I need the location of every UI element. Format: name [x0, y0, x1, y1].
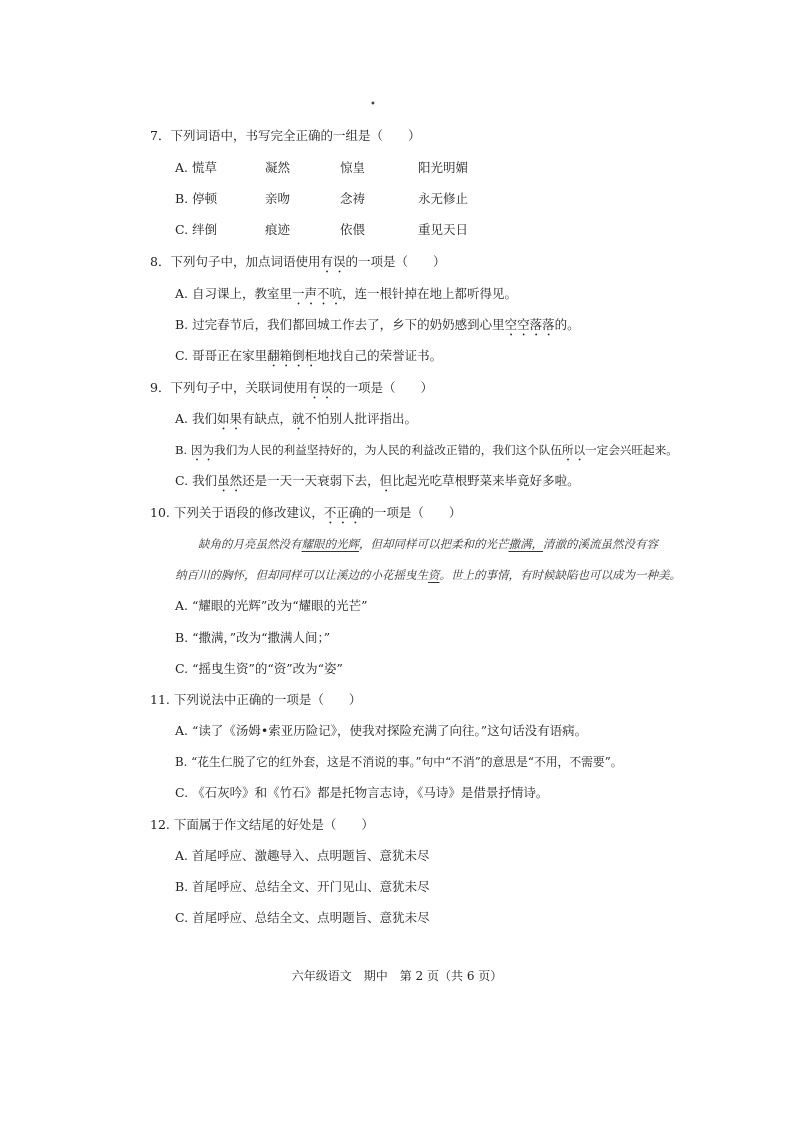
question-12-stem: 12. 下面属于作文结尾的好处是（ ） — [150, 817, 374, 832]
question-11-stem: 11. 下列说法中正确的一项是（ ） — [150, 692, 362, 707]
q12-option-b: B. 首尾呼应、总结全文、开门见山、意犹未尽 — [175, 879, 430, 894]
q7-option-a-word3: 惊皇 — [340, 160, 366, 175]
question-7-stem: 7．下列词语中，书写完全正确的一组是（ ） — [150, 128, 421, 143]
q11-option-b: B. “花生仁脱了它的红外套，这是不消说的事。”句中“不消”的意思是“不用，不需要”。 — [175, 755, 623, 769]
q7-option-c-word1: C. 绊倒 — [175, 222, 218, 237]
q12-option-c: C. 首尾呼应、总结全文、点明题旨、意犹未尽 — [175, 910, 430, 925]
question-9-stem: 9．下列句子中，关联词使用有误的一项是（ ） — [150, 380, 433, 395]
q10-passage-line-1: 缺角的月亮虽然没有耀眼的光辉，但却同样可以把柔和的光芒撒满，清澈的溪流虽然没有容 — [198, 537, 658, 551]
q7-option-c-word4: 重见天日 — [418, 222, 469, 237]
q11-option-a: A. “读了《汤姆•索亚历险记》，使我对探险充满了向往。”这句话没有语病。 — [175, 723, 588, 738]
q11-option-c: C. 《石灰吟》和《竹石》都是托物言志诗，《马诗》是借景抒情诗。 — [175, 785, 549, 800]
q8-option-c: C. 哥哥正在家里翻箱倒柜地找自己的荣誉证书。 — [175, 348, 443, 363]
q7-option-a-word1: A. 慌草 — [175, 160, 217, 175]
question-10-stem: 10. 下列关于语段的修改建议，不正确的一项是（ ） — [150, 505, 462, 520]
q10-option-a: A. “耀眼的光辉”改为“耀眼的光芒” — [175, 598, 368, 613]
q7-option-b-word1: B. 停顿 — [175, 191, 218, 206]
q8-option-b: B. 过完春节后，我们都回城工作去了，乡下的奶奶感到心里空空落落的。 — [175, 317, 580, 332]
q7-option-b-word3: 念祷 — [340, 191, 366, 206]
q8-option-a: A. 自习课上，教室里一声不吭，连一根针掉在地上都听得见。 — [175, 286, 518, 301]
q7-option-b-word4: 永无修止 — [418, 191, 469, 206]
q12-option-a: A. 首尾呼应、激趣导入、点明题旨、意犹未尽 — [175, 848, 430, 863]
page-footer: 六年级语文 期中 第 2 页（共 6 页） — [291, 969, 503, 983]
scan-dot: • — [370, 99, 376, 110]
q7-option-c-word2: 痕迹 — [265, 222, 291, 237]
q7-option-a-word4: 阳光明媚 — [418, 160, 469, 175]
q7-option-c-word3: 依偎 — [340, 222, 366, 237]
q7-option-a-word2: 凝然 — [265, 160, 291, 175]
q10-passage-line-2: 纳百川的胸怀，但却同样可以让溪边的小花摇曳生资。世上的事情，有时候缺陷也可以成为一种美。 — [175, 568, 681, 582]
q10-option-c: C. “摇曳生资”的“资”改为“姿” — [175, 661, 343, 676]
q9-option-a: A. 我们如果有缺点，就不怕别人批评指出。 — [175, 411, 418, 426]
q7-option-b-word2: 亲吻 — [265, 191, 291, 206]
q10-option-b: B. “撒满，”改为“撒满人间；” — [175, 630, 331, 645]
q9-option-b: B. 因为我们为人民的利益坚持好的，为人民的利益改正错的，我们这个队伍所以一定会兴旺起来。 — [175, 443, 678, 457]
question-8-stem: 8．下列句子中，加点词语使用有误的一项是（ ） — [150, 254, 446, 269]
q9-option-c: C. 我们虽然还是一天一天衰弱下去，但比起光吃草根野菜来毕竟好多啦。 — [175, 473, 580, 488]
